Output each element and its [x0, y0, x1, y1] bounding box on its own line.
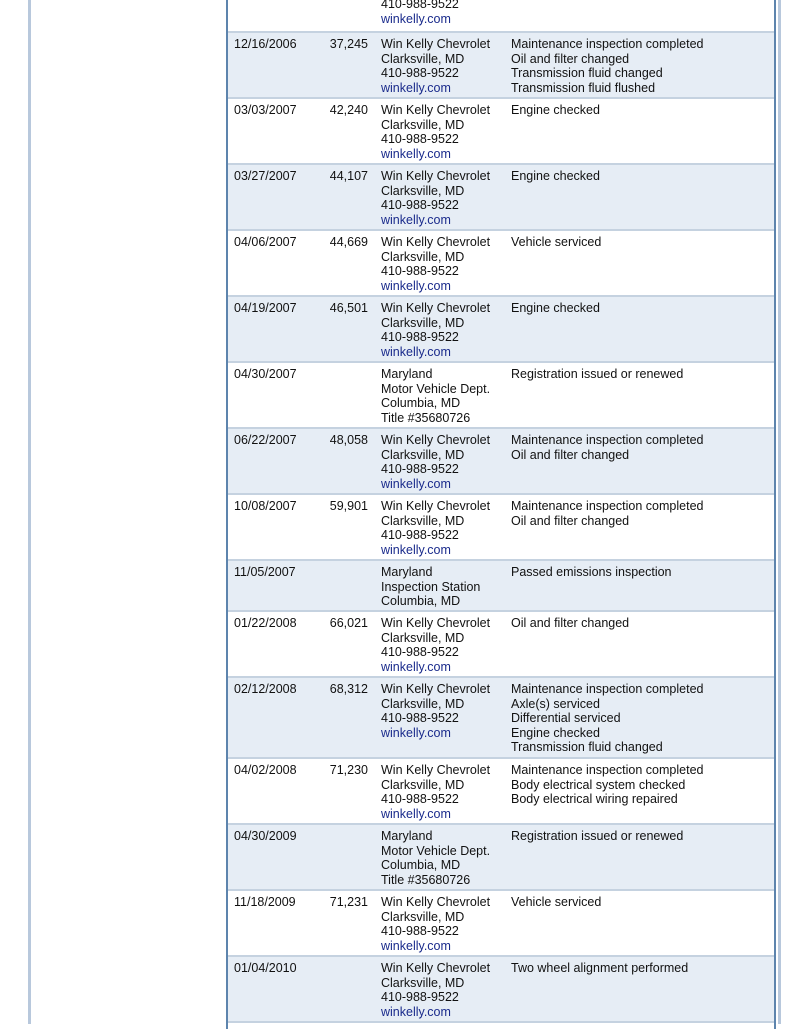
service-date: 01/22/2008	[234, 616, 297, 630]
source-line: Win Kelly Chevrolet	[381, 961, 491, 975]
source-line: Win Kelly Chevrolet	[381, 763, 491, 777]
service-date: 04/06/2007	[234, 235, 297, 249]
source-line: Motor Vehicle Dept.	[381, 843, 491, 858]
source-line: Win Kelly Chevrolet	[381, 169, 491, 183]
comment-line: Oil and filter changed	[511, 616, 630, 630]
comments-cell	[511, 103, 600, 118]
source-line: Win Kelly Chevrolet	[381, 235, 491, 249]
source-line: Maryland	[381, 367, 433, 381]
comment-line: Maintenance inspection completed	[511, 499, 704, 513]
comment-line: Engine checked	[511, 169, 600, 183]
source-website-link[interactable]: winkelly.com	[381, 1004, 451, 1019]
odometer-reading: 46,501	[329, 301, 368, 315]
service-date: 11/18/2009	[234, 895, 296, 909]
service-date: 04/30/2009	[234, 829, 297, 843]
source-line: 410-988-9522	[381, 198, 459, 213]
table-row	[228, 363, 774, 429]
table-row	[228, 231, 774, 297]
source-cell	[381, 433, 490, 491]
odometer-reading: 71,231	[329, 895, 368, 909]
odometer-reading: 44,669	[329, 235, 368, 249]
source-line: Title #35680726	[381, 872, 471, 887]
source-line: 410-988-9522	[381, 990, 459, 1005]
source-line: Win Kelly Chevrolet	[381, 433, 491, 447]
source-line: Clarksville, MD	[381, 513, 465, 528]
source-line: 410-988-9522	[381, 792, 459, 807]
service-date: 03/27/2007	[234, 169, 297, 183]
comment-line: Transmission fluid flushed	[511, 80, 656, 95]
comment-line: Registration issued or renewed	[511, 829, 684, 843]
comment-line: Two wheel alignment performed	[511, 961, 689, 975]
source-line: Clarksville, MD	[381, 777, 465, 792]
table-row	[228, 429, 774, 495]
source-line: Clarksville, MD	[381, 630, 465, 645]
source-line: Clarksville, MD	[381, 315, 465, 330]
source-website-link[interactable]: winkelly.com	[381, 344, 451, 359]
source-line: Columbia, MD	[381, 858, 461, 873]
service-date: 01/04/2010	[234, 961, 297, 975]
service-date: 04/19/2007	[234, 301, 297, 315]
source-cell	[381, 103, 490, 161]
source-cell	[381, 565, 480, 609]
comments-cell	[511, 616, 629, 631]
source-line: Clarksville, MD	[381, 249, 465, 264]
source-line: Clarksville, MD	[381, 51, 465, 66]
comment-line: Transmission fluid changed	[511, 66, 663, 81]
table-row	[228, 297, 774, 363]
source-line: 410-988-9522	[381, 462, 459, 477]
table-row	[228, 99, 774, 165]
source-line: 410-988-9522	[381, 645, 459, 660]
source-line: Clarksville, MD	[381, 696, 465, 711]
service-date: 10/08/2007	[234, 499, 297, 513]
source-line: Win Kelly Chevrolet	[381, 499, 491, 513]
source-website-link[interactable]: winkelly.com	[381, 725, 451, 740]
comment-line: Transmission fluid changed	[511, 740, 663, 755]
source-line: Inspection Station	[381, 579, 481, 594]
source-website-link[interactable]: winkelly.com	[381, 212, 451, 227]
source-cell	[381, 829, 490, 887]
source-line: 410-988-9522	[381, 132, 459, 147]
source-website-link[interactable]: winkelly.com	[381, 542, 451, 557]
service-date: 06/22/2007	[234, 433, 297, 447]
comment-line: Body electrical system checked	[511, 777, 686, 792]
source-line: Win Kelly Chevrolet	[381, 895, 491, 909]
comment-line: Registration issued or renewed	[511, 367, 684, 381]
table-row	[228, 825, 774, 891]
source-line: 410-988-9522	[381, 330, 459, 345]
odometer-reading: 66,021	[329, 616, 368, 630]
comment-line: Maintenance inspection completed	[511, 763, 704, 777]
comment-line: Axle(s) serviced	[511, 696, 600, 711]
vehicle-history-table	[226, 0, 776, 1029]
source-line: 410-988-9522	[381, 264, 459, 279]
source-website-link[interactable]: winkelly.com	[381, 146, 451, 161]
odometer-reading: 44,107	[329, 169, 368, 183]
source-website-link[interactable]: winkelly.com	[381, 278, 451, 293]
source-line: Maryland	[381, 565, 433, 579]
source-cell	[381, 235, 490, 293]
comments-cell	[511, 433, 703, 462]
comment-line: Maintenance inspection completed	[511, 682, 704, 696]
source-line: Columbia, MD	[381, 594, 461, 609]
comment-line: Vehicle serviced	[511, 235, 602, 249]
source-line: 410-988-9522	[381, 0, 459, 11]
source-line: Win Kelly Chevrolet	[381, 37, 491, 51]
source-line: Win Kelly Chevrolet	[381, 616, 491, 630]
source-cell	[381, 0, 459, 26]
comments-cell	[511, 961, 688, 976]
table-row	[228, 891, 774, 957]
source-line: Clarksville, MD	[381, 975, 465, 990]
comment-line: Oil and filter changed	[511, 447, 630, 462]
table-row	[228, 957, 774, 1023]
source-website-link[interactable]: winkelly.com	[381, 11, 451, 26]
source-cell	[381, 895, 490, 953]
service-date: 02/12/2008	[234, 682, 297, 696]
odometer-reading: 48,058	[329, 433, 368, 447]
service-date: 04/30/2007	[234, 367, 297, 381]
comment-line: Oil and filter changed	[511, 513, 630, 528]
comments-cell	[511, 367, 683, 382]
comments-cell	[511, 37, 703, 95]
comment-line: Maintenance inspection completed	[511, 433, 704, 447]
service-date: 04/02/2008	[234, 763, 297, 777]
source-line: Clarksville, MD	[381, 909, 465, 924]
source-cell	[381, 367, 490, 425]
odometer-reading: 37,245	[329, 37, 368, 51]
source-line: Maryland	[381, 829, 433, 843]
source-line: 410-988-9522	[381, 711, 459, 726]
table-row	[228, 678, 774, 759]
source-line: Title #35680726	[381, 410, 471, 425]
source-cell	[381, 682, 490, 740]
comment-line: Maintenance inspection completed	[511, 37, 704, 51]
comment-line: Engine checked	[511, 725, 600, 740]
source-cell	[381, 37, 490, 95]
source-line: 410-988-9522	[381, 66, 459, 81]
comments-cell	[511, 301, 600, 316]
source-cell	[381, 499, 490, 557]
source-line: Clarksville, MD	[381, 183, 465, 198]
comment-line: Differential serviced	[511, 711, 621, 726]
table-row	[228, 33, 774, 99]
source-cell	[381, 763, 490, 821]
source-line: Win Kelly Chevrolet	[381, 103, 491, 117]
comment-line: Passed emissions inspection	[511, 565, 672, 579]
source-website-link[interactable]: winkelly.com	[381, 806, 451, 821]
odometer-reading: 59,901	[329, 499, 368, 513]
comments-cell	[511, 169, 600, 184]
service-date: 03/03/2007	[234, 103, 297, 117]
source-line: Motor Vehicle Dept.	[381, 381, 491, 396]
source-line: Clarksville, MD	[381, 117, 465, 132]
source-website-link[interactable]: winkelly.com	[381, 80, 451, 95]
source-cell	[381, 169, 490, 227]
source-cell	[381, 301, 490, 359]
source-line: Clarksville, MD	[381, 447, 465, 462]
source-cell	[381, 616, 490, 674]
odometer-reading: 42,240	[329, 103, 368, 117]
table-row	[228, 561, 774, 612]
comment-line: Oil and filter changed	[511, 51, 630, 66]
source-line: Win Kelly Chevrolet	[381, 301, 491, 315]
source-website-link[interactable]: winkelly.com	[381, 659, 451, 674]
source-line: Columbia, MD	[381, 396, 461, 411]
odometer-reading: 71,230	[329, 763, 368, 777]
source-cell	[381, 961, 490, 1019]
odometer-reading: 68,312	[329, 682, 368, 696]
source-website-link[interactable]: winkelly.com	[381, 476, 451, 491]
table-row	[228, 612, 774, 678]
table-row	[228, 495, 774, 561]
comments-cell	[511, 895, 601, 910]
comment-line: Engine checked	[511, 103, 600, 117]
comments-cell	[511, 829, 683, 844]
comments-cell	[511, 763, 703, 807]
comment-line: Body electrical wiring repaired	[511, 792, 678, 807]
comments-cell	[511, 682, 703, 755]
table-row	[228, 759, 774, 825]
source-line: Win Kelly Chevrolet	[381, 682, 491, 696]
comments-cell	[511, 235, 601, 250]
source-line: 410-988-9522	[381, 528, 459, 543]
comments-cell	[511, 565, 672, 580]
comment-line: Vehicle serviced	[511, 895, 602, 909]
service-date: 11/05/2007	[234, 565, 296, 579]
table-row	[228, 0, 774, 33]
source-website-link[interactable]: winkelly.com	[381, 938, 451, 953]
comment-line: Engine checked	[511, 301, 600, 315]
right-border-rule	[778, 0, 781, 1024]
source-line: 410-988-9522	[381, 924, 459, 939]
table-row	[228, 165, 774, 231]
service-date: 12/16/2006	[234, 37, 297, 51]
comments-cell	[511, 499, 703, 528]
left-border-rule	[28, 0, 31, 1024]
